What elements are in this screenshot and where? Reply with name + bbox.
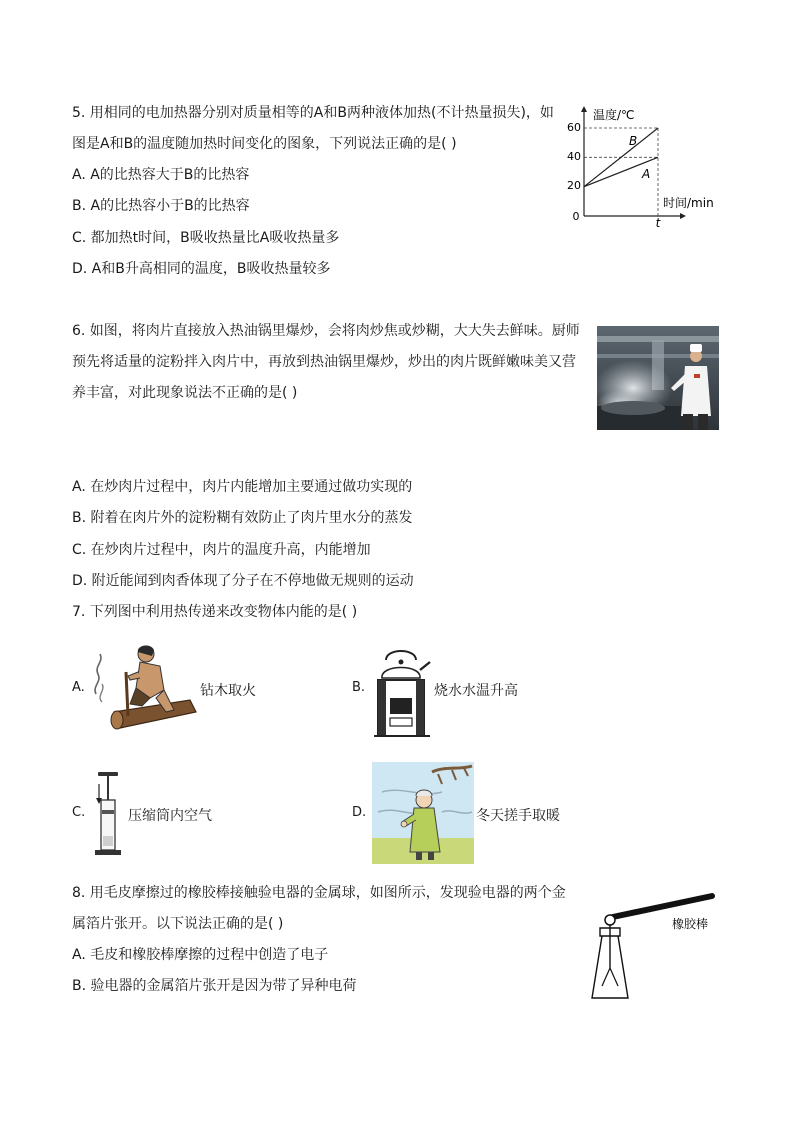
q7-option-b-letter[interactable]: B. [352, 680, 366, 695]
q6-option-b[interactable]: B. 附着在肉片外的淀粉糊有效防止了肉片里水分的蒸发 [72, 510, 413, 526]
q6-stem-line3: 养丰富，对此现象说法不正确的是( ) [72, 385, 298, 401]
q5-stem-line1: 5. 用相同的电加热器分别对质量相等的A和B两种液体加热(不计热量损失)，如 [72, 105, 554, 121]
drilling-wood-fire-icon [90, 642, 200, 734]
q8-option-a[interactable]: A. 毛皮和橡胶棒摩擦的过程中创造了电子 [72, 947, 329, 963]
q8-stem-line2: 属箔片张开。以下说法正确的是( ) [72, 916, 284, 932]
q7-option-c-text: 压缩筒内空气 [128, 808, 212, 824]
rubbing-hands-winter-icon [372, 762, 474, 864]
q7-option-b-text: 烧水水温升高 [434, 683, 518, 699]
q8-option-b[interactable]: B. 验电器的金属箔片张开是因为带了异种电荷 [72, 978, 357, 994]
q7-option-a-text: 钻木取火 [200, 683, 256, 699]
q5-option-c[interactable]: C. 都加热t时间，B吸收热量比A吸收热量多 [72, 230, 340, 246]
q7-stem: 7. 下列图中利用热传递来改变物体内能的是( ) [72, 604, 358, 620]
series-label-a: A [642, 167, 651, 181]
y-tick-0: 0 [572, 210, 580, 223]
series-label-b: B [629, 134, 638, 148]
q5-stem-line2: 图是A和B的温度随加热时间变化的图象，下列说法正确的是( ) [72, 136, 457, 152]
q8-stem-line1: 8. 用毛皮摩擦过的橡胶棒接触验电器的金属球，如图所示，发现验电器的两个金 [72, 885, 566, 901]
electroscope-icon [586, 890, 720, 1004]
q5-option-d[interactable]: D. A和B升高相同的温度，B吸收热量较多 [72, 261, 331, 277]
chef-stir-frying-photo [597, 326, 719, 430]
q6-option-a[interactable]: A. 在炒肉片过程中，肉片内能增加主要通过做功实现的 [72, 479, 413, 495]
q6-option-c[interactable]: C. 在炒肉片过程中，肉片的温度升高，内能增加 [72, 542, 371, 558]
q6-stem-line2: 预先将适量的淀粉拌入肉片中，再放到热油锅里爆炒，炒出的肉片既鲜嫩味美又营 [72, 354, 576, 370]
q5-option-a[interactable]: A. A的比热容大于B的比热容 [72, 167, 250, 183]
q5-option-b[interactable]: B. A的比热容小于B的比热容 [72, 198, 250, 214]
x-tick-t: t [655, 216, 661, 230]
y-tick-40: 40 [567, 150, 581, 163]
temperature-time-chart [560, 100, 730, 232]
y-axis-arrow [581, 106, 587, 112]
q6-option-d[interactable]: D. 附近能闻到肉香体现了分子在不停地做无规则的运动 [72, 573, 414, 589]
y-axis-label: 温度/℃ [593, 108, 635, 122]
q7-option-c-letter[interactable]: C. [72, 805, 86, 820]
x-axis-label: 时间/min [663, 196, 714, 210]
air-compression-cylinder-icon [92, 770, 124, 858]
q6-stem-line1: 6. 如图，将肉片直接放入热油锅里爆炒，会将肉炒焦或炒糊，大大失去鲜味。厨师 [72, 323, 580, 339]
q7-option-a-letter[interactable]: A. [72, 680, 85, 695]
y-tick-20: 20 [567, 179, 581, 192]
q7-option-d-text: 冬天搓手取暖 [476, 808, 560, 824]
kettle-on-stove-icon [372, 640, 434, 740]
y-tick-60: 60 [567, 121, 581, 134]
rubber-rod-label: 橡胶棒 [672, 917, 709, 931]
x-axis-arrow [680, 213, 686, 219]
q7-option-d-letter[interactable]: D. [352, 805, 367, 820]
